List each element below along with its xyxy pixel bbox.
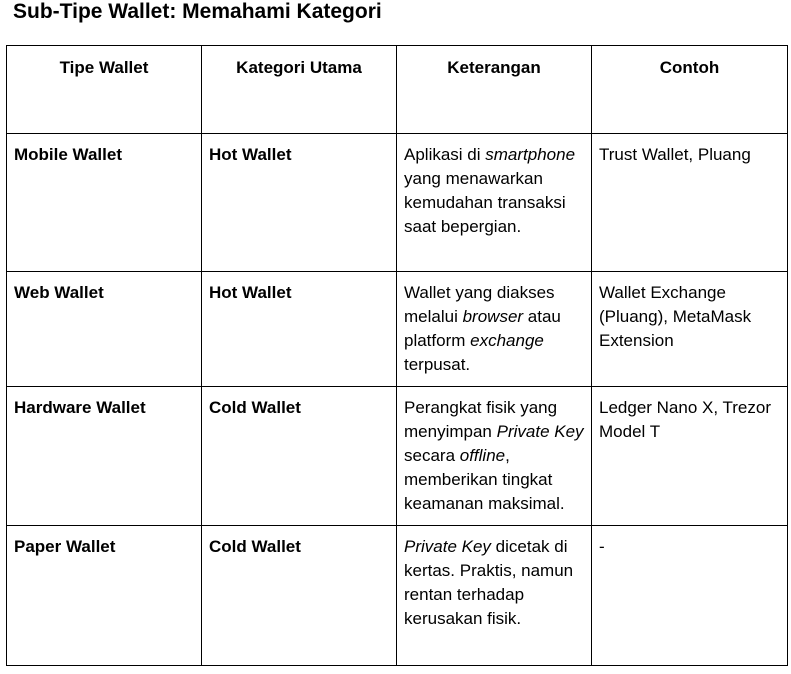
cell-kategori-utama: Cold Wallet xyxy=(202,526,397,666)
table-row xyxy=(7,272,788,387)
header-keterangan: Keterangan xyxy=(397,46,592,134)
cell-keterangan xyxy=(397,272,592,387)
header-kategori-utama: Kategori Utama xyxy=(202,46,397,134)
italic-text-segment: Private Key xyxy=(404,537,491,556)
text-segment: Perangkat fisik yang menyimpan xyxy=(404,398,558,441)
text-segment: Aplikasi di xyxy=(404,145,486,164)
table-header-row xyxy=(7,46,788,134)
cell-keterangan xyxy=(397,387,592,526)
text-segment: Wallet yang diakses melalui xyxy=(404,283,555,326)
italic-text-segment: smartphone xyxy=(485,145,576,164)
italic-text-segment: exchange xyxy=(470,331,544,350)
text-segment: secara xyxy=(404,446,460,465)
table-row xyxy=(7,526,788,666)
cell-tipe-wallet: Paper Wallet xyxy=(7,526,202,666)
text-segment: yang menawarkan kemudahan transaksi saat bepergian. xyxy=(404,169,566,236)
text-segment: , memberikan tingkat keamanan maksimal. xyxy=(404,446,565,513)
cell-tipe-wallet: Web Wallet xyxy=(7,272,202,387)
text-segment: dicetak di kertas. Praktis, namun rentan terhadap kerusakan fisik. xyxy=(404,537,574,628)
table-row xyxy=(7,387,788,526)
cell-tipe-wallet: Hardware Wallet xyxy=(7,387,202,526)
text-segment: atau platform xyxy=(404,307,561,350)
header-contoh: Contoh xyxy=(592,46,788,134)
cell-tipe-wallet: Mobile Wallet xyxy=(7,134,202,272)
cell-kategori-utama: Cold Wallet xyxy=(202,387,397,526)
header-tipe-wallet: Tipe Wallet xyxy=(7,46,202,134)
cell-kategori-utama: Hot Wallet xyxy=(202,134,397,272)
table-row xyxy=(7,134,788,272)
cell-kategori-utama: Hot Wallet xyxy=(202,272,397,387)
text-segment: terpusat. xyxy=(404,355,471,374)
cell-keterangan xyxy=(397,134,592,272)
cell-keterangan xyxy=(397,526,592,666)
cell-contoh: Ledger Nano X, Trezor Model T xyxy=(592,387,788,526)
italic-text-segment: browser xyxy=(462,307,524,326)
cell-contoh: Wallet Exchange (Pluang), MetaMask Extension xyxy=(592,272,788,387)
italic-text-segment: offline xyxy=(459,446,506,465)
page-title: Sub-Tipe Wallet: Memahami Kategori xyxy=(13,0,382,23)
cell-contoh: - xyxy=(592,526,788,666)
italic-text-segment: Private Key xyxy=(496,422,584,441)
cell-contoh: Trust Wallet, Pluang xyxy=(592,134,788,272)
wallet-table xyxy=(6,45,788,666)
